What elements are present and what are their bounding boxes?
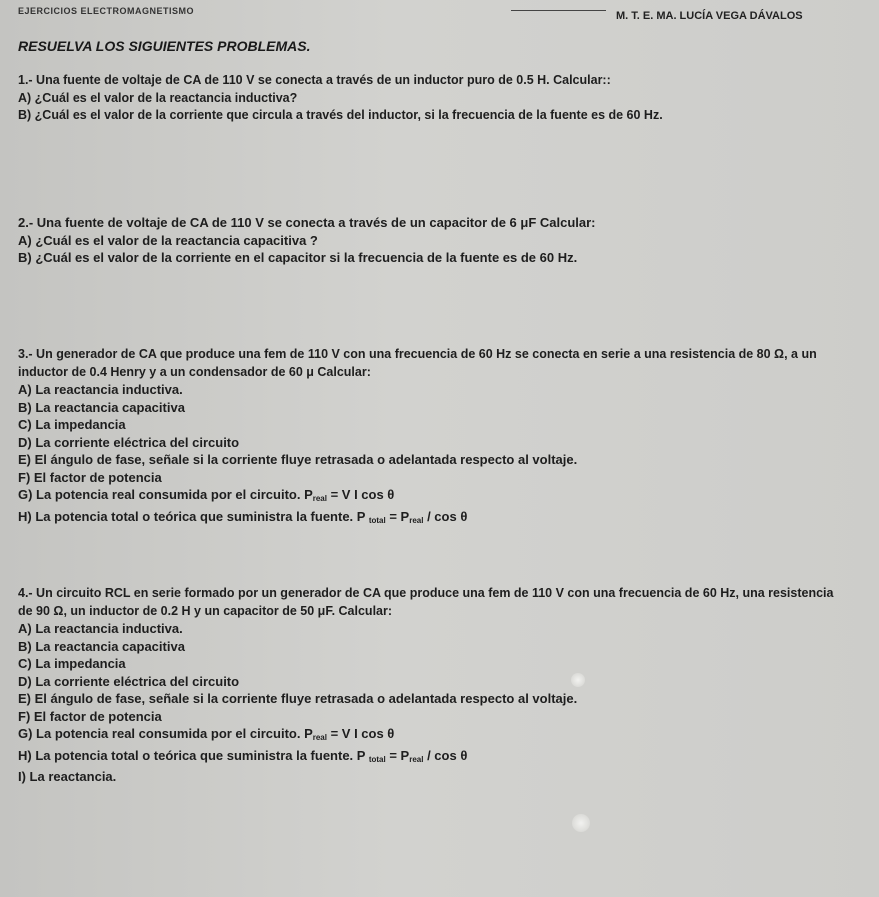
problem-item: C) La impedancia xyxy=(18,417,126,432)
formula-subscript: total xyxy=(368,515,386,525)
formula-subscript: real xyxy=(312,733,327,742)
formula-text: G) La potencia real consumida por el circuito. P xyxy=(18,726,313,741)
problem-3 xyxy=(18,346,873,529)
problem-item: D) La corriente eléctrica del circuito xyxy=(18,434,240,450)
formula-text: = P xyxy=(385,747,410,763)
problem-item: B) ¿Cuál es el valor de la corriente en el capacitor si la frecuencia de la fuente es de 60 Hz. xyxy=(18,250,578,265)
paper-glare-spot xyxy=(571,673,585,687)
problem-item: B) La reactancia capacitiva xyxy=(18,638,185,654)
formula-subscript: real xyxy=(409,515,424,525)
problem-item: F) El factor de potencia xyxy=(18,469,162,485)
problem-item: C) La impedancia xyxy=(18,656,126,671)
formula-text: = V I cos θ xyxy=(326,487,395,502)
formula-text: = V I cos θ xyxy=(326,726,395,741)
formula-item xyxy=(18,747,873,769)
formula-item xyxy=(18,508,873,530)
formula-item xyxy=(18,486,873,508)
formula-subscript: real xyxy=(409,754,424,764)
problem-item: I) La reactancia. xyxy=(18,769,117,784)
teacher-name: M. T. E. MA. LUCÍA VEGA DÁVALOS xyxy=(616,10,803,22)
problem-item: E) El ángulo de fase, señale si la corriente fluye retrasada o adelantada respecto al voltaje. xyxy=(18,452,578,467)
name-underline xyxy=(511,10,606,11)
formula-item xyxy=(18,725,873,747)
formula-subscript: total xyxy=(368,754,386,764)
problem-2 xyxy=(18,214,873,267)
formula-text: = P xyxy=(385,508,410,524)
formula-text: H) La potencia total o teórica que suministra la fuente. P xyxy=(18,747,369,763)
subject-header: EJERCICIOS ELECTROMAGNETISMO xyxy=(18,6,195,16)
formula-subscript: real xyxy=(312,494,327,503)
formula-text: / cos θ xyxy=(423,747,468,763)
formula-text: / cos θ xyxy=(423,508,468,524)
problem-statement: inductor de 0.4 Henry y a un condensador de 60 μ Calcular: xyxy=(18,364,371,379)
problem-item: B) La reactancia capacitiva xyxy=(18,399,185,415)
problem-statement: de 90 Ω, un inductor de 0.2 H y un capacitor de 50 μF. Calcular: xyxy=(18,603,393,618)
problem-item: A) La reactancia inductiva. xyxy=(18,382,183,397)
problem-item: B) ¿Cuál es el valor de la corriente que circula a través del inductor, si la frecuencia de la fuente es de 60 Hz. xyxy=(18,108,663,122)
problem-item: F) El factor de potencia xyxy=(18,708,162,724)
problem-1 xyxy=(18,72,873,125)
formula-text: G) La potencia real consumida por el circuito. P xyxy=(18,487,313,502)
problem-4 xyxy=(18,585,873,786)
instructions-heading: RESUELVA LOS SIGUIENTES PROBLEMAS. xyxy=(18,38,311,54)
problem-item: E) El ángulo de fase, señale si la corriente fluye retrasada o adelantada respecto al voltaje. xyxy=(18,691,578,706)
problem-item: A) ¿Cuál es el valor de la reactancia capacitiva ? xyxy=(18,232,318,248)
problem-statement: 3.- Un generador de CA que produce una fem de 110 V con una frecuencia de 60 Hz se conecta en serie a una resistencia de 80 Ω, a un xyxy=(18,347,817,361)
problem-statement: 4.- Un circuito RCL en serie formado por un generador de CA que produce una fem de 110 V con una frecuencia de 60 Hz, una resistencia xyxy=(18,586,834,600)
problem-item: A) La reactancia inductiva. xyxy=(18,621,183,636)
problem-item: D) La corriente eléctrica del circuito xyxy=(18,673,240,689)
formula-text: H) La potencia total o teórica que suministra la fuente. P xyxy=(18,508,369,524)
paper-glare-spot xyxy=(572,814,590,832)
problem-item: A) ¿Cuál es el valor de la reactancia inductiva? xyxy=(18,90,298,105)
problem-statement: 2.- Una fuente de voltaje de CA de 110 V se conecta a través de un capacitor de 6 μF Calcular: xyxy=(18,215,596,230)
problem-statement: 1.- Una fuente de voltaje de CA de 110 V se conecta a través de un inductor puro de 0.5 H. Calcular:: xyxy=(18,73,611,87)
